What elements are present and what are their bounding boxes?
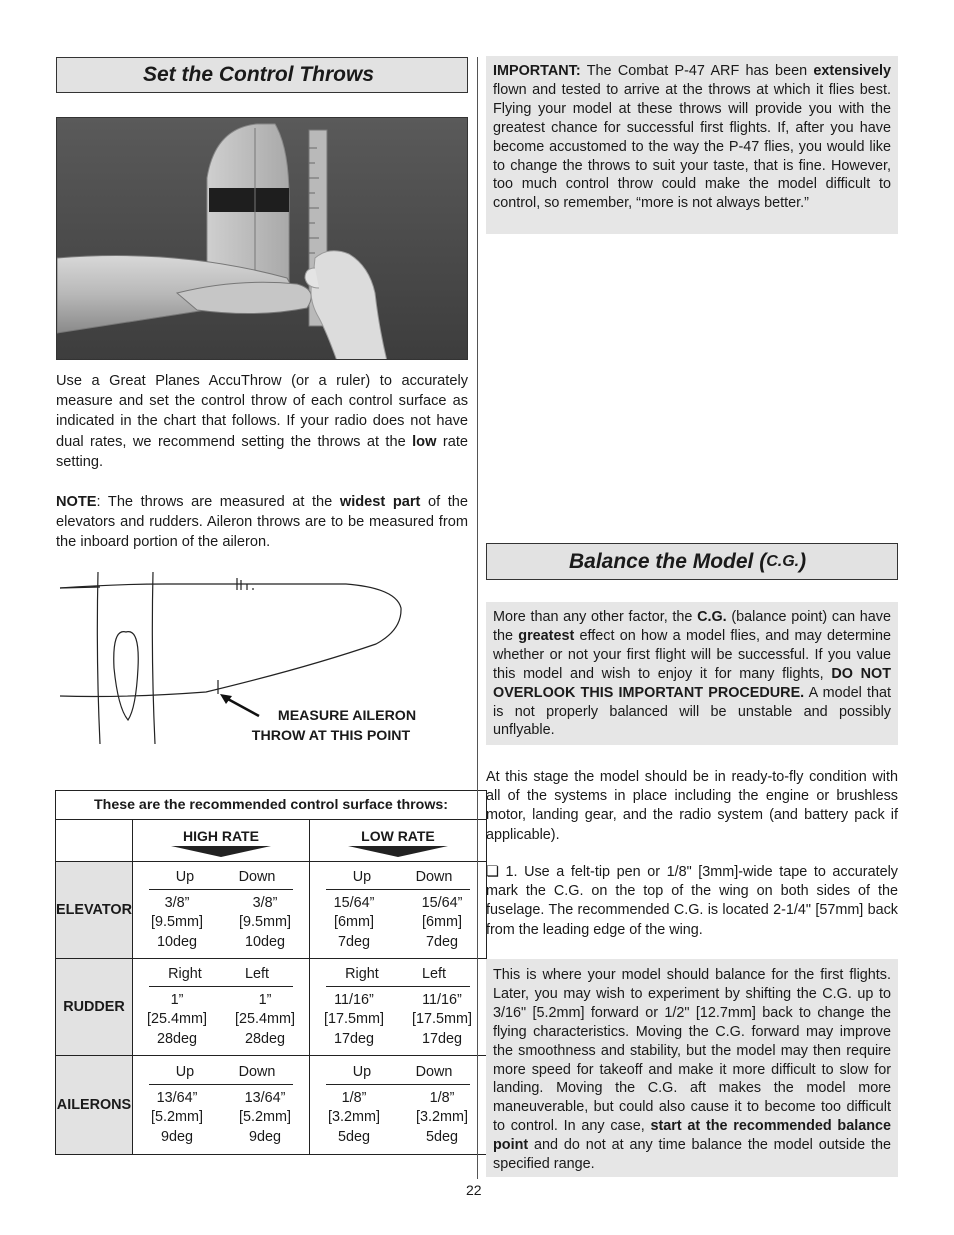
balance-bold: start at the recommended balance point [493,1118,891,1154]
subheader: Right [345,965,379,982]
cg-bold: DO NOT OVERLOOK THIS IMPORTANT PROCEDURE. [493,665,892,701]
value: [6mm] [421,914,462,931]
rudder-high-cell [132,959,309,1056]
balance-title: Balance the Model ( [569,549,767,573]
high-rate-header [132,820,309,862]
cg-text: (balance point) can have the [493,609,891,644]
ailerons-high-cell [132,1056,309,1155]
tail-photo-illustration [57,118,468,360]
cg-bold: C.G. [697,609,727,625]
value: 28deg [244,1030,285,1047]
rudder-low-cell [309,959,486,1056]
balance-range-box [486,959,898,1177]
subheader: Down [238,868,276,885]
value: 1” [170,991,184,1008]
note-label: NOTE [56,494,97,510]
value: 13/64” [156,1089,198,1106]
subheader: Down [238,1063,276,1080]
intro-paragraph [56,371,468,472]
section-title-balance [486,543,898,580]
value: 10deg [156,933,197,950]
table-caption: These are the recommended control surface throws: [56,791,487,820]
balance-text-end: and do not at any time balance the model outside the specified range. [493,1137,891,1173]
value: 9deg [248,1128,281,1145]
subheader: Down [415,868,453,885]
aileron-label-line2: THROW AT THIS POINT [251,727,411,744]
subheader: Right [168,965,202,982]
subheader: Up [175,868,195,885]
step1-paragraph [486,863,898,940]
table-row [56,1056,487,1155]
important-box [486,56,898,234]
high-rate-arrow [171,846,271,857]
value: 17deg [421,1030,462,1047]
aileron-label-line1: MEASURE AILERON [277,708,417,724]
value: [3.2mm] [415,1109,468,1126]
value: [17.5mm] [411,1011,472,1028]
step1-checkbox[interactable]: ❏ [486,864,499,880]
value: 13/64” [244,1089,286,1106]
value: [25.4mm] [146,1011,207,1028]
step1-text: 1. Use a felt-tip pen or 1/8" [3mm]-wide tape to accurately mark the C.G. on the top of the wing on both sides of the fuselage. The recommended C.G. is located 2-1/4" [57mm] back from the leading edge of the wing. [486,864,898,938]
value: [17.5mm] [323,1011,384,1028]
row-label-elevator: ELEVATOR [56,862,133,959]
note-text-end: of the elevators and rudders. Aileron throws are to be measured from the inboard portion of the aileron. [56,494,468,551]
balance-title-end: ) [799,549,807,573]
row-label-rudder: RUDDER [56,959,133,1056]
subheader: Up [352,868,372,885]
value: [3.2mm] [327,1109,380,1126]
balance-text: This is where your model should balance for the first flights. Later, you may wish to experiment by shifting the C.G. up to 3/16" [5.2mm] forward or 1/2" [12.7mm] back to change the flying characteristics. Moving the C.G. forward may improve the smoothness and stability, but the model may then require more speed for takeoff and make it more difficult to slow for landing. Moving the C.G. aft makes the model more maneuverable, but could also cause it to become too difficult to control. In any case, [493,967,891,1135]
page-number: 22 [466,1182,482,1198]
elevator-low-cell [309,862,486,959]
value: 28deg [156,1030,197,1047]
control-throws-table [55,790,487,1155]
important-text-end: flown and tested to arrive at the throws at which it flies best. Flying your model at these throws will provide you with the greatest chance for successful first flights. If, after you have become accustomed to the way the P-47 flies, you would like to change the throws to suit your taste, that is fine. However, too much control throw could make the model difficult to control, so remember, “more is not always better.” [493,81,891,212]
important-text: The Combat P-47 ARF has been [580,63,814,79]
value: 11/16” [334,991,374,1008]
value: 1” [258,991,272,1008]
subheader: Up [175,1063,195,1080]
value: 5deg [337,1128,370,1145]
value: 15/64” [421,894,463,911]
elevator-high-cell [132,862,309,959]
aileron-measure-label [226,707,454,746]
cg-warning-box [486,602,898,745]
value: 7deg [337,933,370,950]
high-rate-label: HIGH RATE [182,827,259,844]
value: [5.2mm] [150,1109,203,1126]
row-label-ailerons: AILERONS [56,1056,133,1155]
table-row [56,862,487,959]
control-throws-title: Set the Control Throws [143,63,374,86]
note-text: : The throws are measured at the [96,494,340,510]
value: 1/8” [341,1089,367,1106]
value: 1/8” [429,1089,455,1106]
subheader: Up [352,1063,372,1080]
value: [25.4mm] [234,1011,295,1028]
cg-bold: greatest [518,627,575,644]
cg-text: effect on how a model flies, and may determine whether or not your first flight will be successful. If you value this model and wish to enjoy it for many flights, [493,627,891,682]
value: [6mm] [333,914,374,931]
stage-paragraph: At this stage the model should be in ready-to-fly condition with all of the systems in place including the engine or brushless motor, landing gear, and the radio system (and battery pack if applicable). [486,769,898,843]
value: 10deg [244,933,285,950]
value: [9.5mm] [150,914,203,931]
subheader: Left [421,965,446,982]
low-rate-header [309,820,486,862]
value: [9.5mm] [238,914,291,931]
cg-text: A model that is not properly balanced will be unstable and possibly unflyable. [493,684,891,739]
balance-title-cg: C.G. [766,552,800,570]
low-rate-arrow [348,846,448,857]
value: 15/64” [333,894,375,911]
important-label: IMPORTANT: [493,63,581,79]
intro-text-end: rate setting. [56,433,469,470]
tail-photo [56,117,468,360]
value: [5.2mm] [238,1109,291,1126]
value: 3/8” [164,894,190,911]
low-rate-label: LOW RATE [361,827,435,844]
intro-text: Use a Great Planes AccuThrow (or a ruler) to accurately measure and set the control throw of each control surface as indicated in the chart that follows. If your radio does not have dual rates, we recommend setting the throws at the [56,373,468,450]
table-row [56,959,487,1056]
value: 7deg [425,933,458,950]
value: 5deg [425,1128,458,1145]
subheader: Down [415,1063,453,1080]
value: 11/16” [422,991,462,1008]
value: 3/8” [252,894,278,911]
value: 9deg [160,1128,193,1145]
subheader: Left [244,965,269,982]
intro-bold: low [412,433,437,450]
ailerons-low-cell [309,1056,486,1155]
cg-text: More than any other factor, the [493,609,698,625]
value: 17deg [333,1030,374,1047]
table-corner-cell [56,820,133,862]
section-title-control-throws [56,57,468,93]
important-bold: extensively [813,63,891,79]
note-bold: widest part [339,494,421,510]
column-divider [477,57,478,1179]
note-paragraph [56,492,468,553]
